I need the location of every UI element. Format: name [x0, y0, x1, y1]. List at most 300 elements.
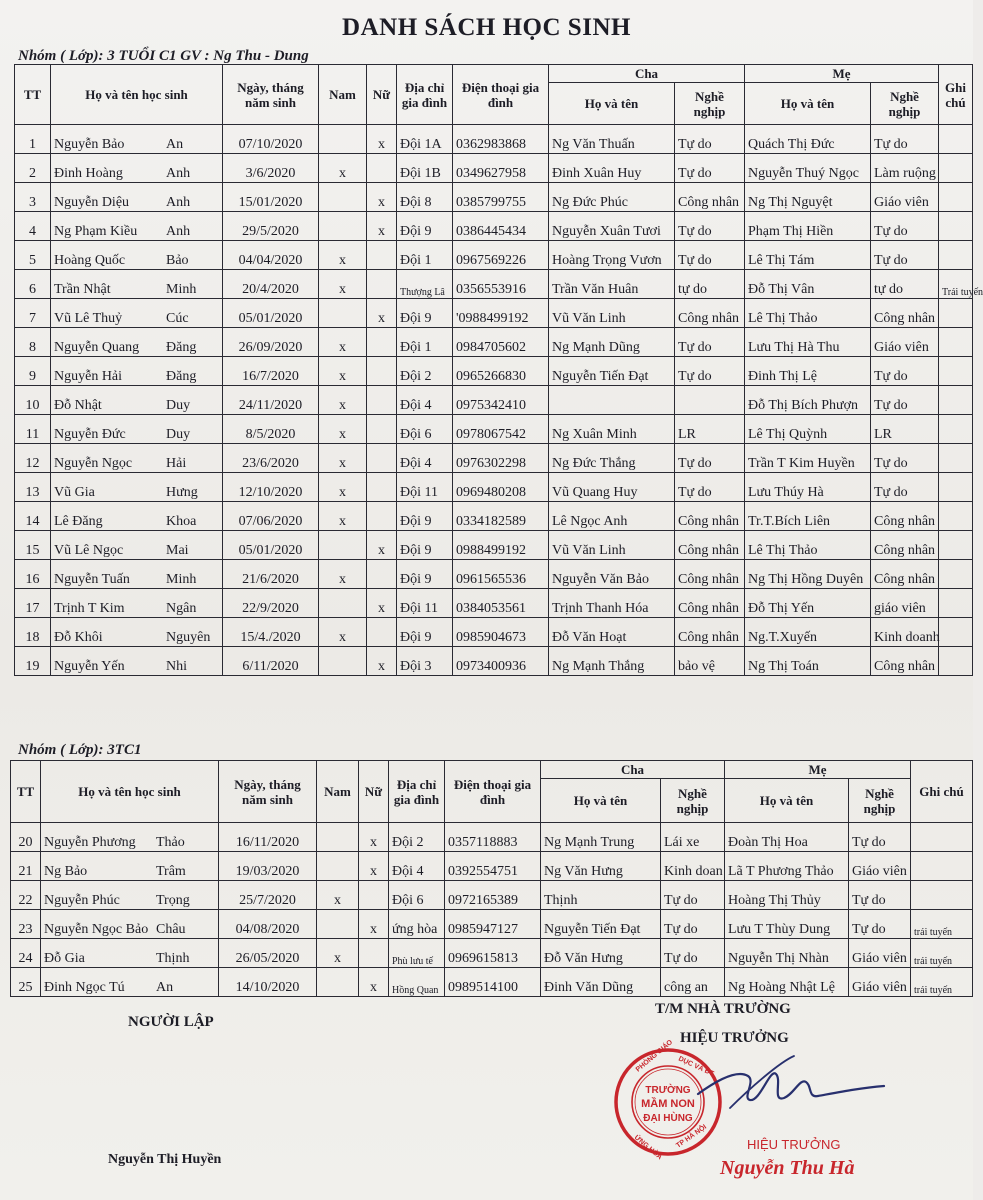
male-mark	[319, 125, 367, 154]
student-name	[51, 589, 223, 618]
table-row	[15, 328, 973, 357]
row-number: 11	[15, 415, 51, 444]
address: Đội 6	[389, 881, 445, 910]
birth-date: 3/6/2020	[223, 154, 319, 183]
phone: 0385799755	[453, 183, 549, 212]
student-given-name: Hải	[166, 456, 187, 471]
birth-date: 04/04/2020	[223, 241, 319, 270]
male-mark	[317, 968, 359, 997]
mother-job: Tự do	[871, 125, 939, 154]
table-row	[11, 881, 973, 910]
note	[911, 881, 973, 910]
female-mark: x	[367, 647, 397, 676]
principal-label: HIỆU TRƯỞNG	[680, 1030, 789, 1046]
svg-text:ỨNG HÒA: ỨNG HÒA	[632, 1134, 664, 1162]
father-job	[675, 386, 745, 415]
svg-text:TP HÀ NỘI: TP HÀ NỘI	[675, 1123, 709, 1150]
row-number: 20	[11, 823, 41, 852]
student-name	[51, 183, 223, 212]
group1-label: Nhóm ( Lớp): 3 TUỔI C1 GV : Ng Thu - Dung	[18, 48, 309, 64]
mother-job: Kinh doanh	[871, 618, 939, 647]
student-name	[51, 386, 223, 415]
father-name: Nguyễn Tiến Đạt	[541, 910, 661, 939]
female-mark: x	[359, 968, 389, 997]
header-male: Nam	[319, 65, 367, 125]
father-name: Ng Mạnh Dũng	[549, 328, 675, 357]
address: Đội 1	[397, 241, 453, 270]
student-given-name: Minh	[166, 572, 197, 587]
father-name: Lê Ngọc Anh	[549, 502, 675, 531]
male-mark: x	[319, 154, 367, 183]
student-first-name: Nguyễn Bảo	[54, 137, 125, 152]
address: Đội 9	[397, 299, 453, 328]
phone: 0973400936	[453, 647, 549, 676]
mother-name: Đoàn Thị Hoa	[725, 823, 849, 852]
mother-name: Hoàng Thị Thủy	[725, 881, 849, 910]
mother-job: Giáo viên	[849, 939, 911, 968]
row-number: 4	[15, 212, 51, 241]
row-number: 9	[15, 357, 51, 386]
father-job: bảo vệ	[675, 647, 745, 676]
student-name	[41, 823, 219, 852]
birth-date: 05/01/2020	[223, 299, 319, 328]
student-name	[51, 299, 223, 328]
birth-date: 19/03/2020	[219, 852, 317, 881]
svg-text:MẦM NON: MẦM NON	[641, 1098, 695, 1110]
address: Đội 11	[397, 473, 453, 502]
student-name	[51, 473, 223, 502]
phone: 0988499192	[453, 531, 549, 560]
table-row	[15, 560, 973, 589]
student-first-name: Nguyễn Yến	[54, 659, 125, 674]
mother-name: Quách Thị Đức	[745, 125, 871, 154]
row-number: 23	[11, 910, 41, 939]
mother-job: giáo viên	[871, 589, 939, 618]
mother-name: Lê Thị Tám	[745, 241, 871, 270]
mother-job: Tự do	[871, 357, 939, 386]
table-row	[15, 183, 973, 212]
mother-name: Ng Thị Toán	[745, 647, 871, 676]
student-given-name: Nguyên	[166, 630, 211, 645]
father-job: LR	[675, 415, 745, 444]
header-name: Họ và tên học sinh	[41, 761, 219, 823]
father-name: Thịnh	[541, 881, 661, 910]
note	[939, 241, 973, 270]
header-note: Ghi chú	[911, 761, 973, 823]
male-mark: x	[319, 357, 367, 386]
mother-name: Lê Thị Thảo	[745, 299, 871, 328]
table-row	[11, 910, 973, 939]
student-given-name: Minh	[166, 282, 197, 297]
father-job: Tự do	[675, 473, 745, 502]
header-tt: TT	[15, 65, 51, 125]
phone: 0965266830	[453, 357, 549, 386]
note	[939, 502, 973, 531]
table-row	[15, 241, 973, 270]
female-mark	[367, 386, 397, 415]
table-row	[15, 589, 973, 618]
row-number: 8	[15, 328, 51, 357]
female-mark: x	[367, 531, 397, 560]
mother-job: Tự do	[849, 823, 911, 852]
header-mother-job: Nghề nghịp	[849, 779, 911, 823]
student-first-name: Nguyễn Phương	[44, 835, 136, 850]
header-note: Ghi chú	[939, 65, 973, 125]
female-mark: x	[359, 910, 389, 939]
student-first-name: Hoàng Quốc	[54, 253, 126, 268]
birth-date: 04/08/2020	[219, 910, 317, 939]
mother-job: Công nhân	[871, 531, 939, 560]
table-row	[15, 647, 973, 676]
row-number: 24	[11, 939, 41, 968]
header-address: Địa chỉ gia đình	[389, 761, 445, 823]
birth-date: 12/10/2020	[223, 473, 319, 502]
row-number: 22	[11, 881, 41, 910]
student-first-name: Ng Bảo	[44, 864, 88, 879]
header-mother: Mẹ	[745, 65, 939, 83]
student-first-name: Vũ Lê Thuỷ	[54, 311, 123, 326]
student-given-name: Trâm	[156, 864, 186, 879]
female-mark	[359, 939, 389, 968]
male-mark	[319, 183, 367, 212]
school-label: T/M NHÀ TRƯỜNG	[655, 1001, 791, 1017]
address: Đội 1	[397, 328, 453, 357]
student-name	[51, 647, 223, 676]
header-dob: Ngày, tháng năm sinh	[223, 65, 319, 125]
father-name: Đỗ Văn Hưng	[541, 939, 661, 968]
father-job: Kinh doan	[661, 852, 725, 881]
mother-job: Tự do	[871, 212, 939, 241]
father-name: Nguyễn Tiến Đạt	[549, 357, 675, 386]
note	[939, 212, 973, 241]
male-mark: x	[319, 241, 367, 270]
father-job: Công nhân	[675, 502, 745, 531]
note: trái tuyến	[911, 910, 973, 939]
row-number: 2	[15, 154, 51, 183]
student-first-name: Lê Đăng	[54, 514, 103, 529]
female-mark	[367, 473, 397, 502]
svg-text:PHÒNG GIÁO: PHÒNG GIÁO	[634, 1038, 675, 1074]
header-female: Nữ	[367, 65, 397, 125]
row-number: 10	[15, 386, 51, 415]
female-mark: x	[359, 823, 389, 852]
birth-date: 26/09/2020	[223, 328, 319, 357]
row-number: 16	[15, 560, 51, 589]
row-number: 7	[15, 299, 51, 328]
address: Đội 8	[397, 183, 453, 212]
mother-name: Nguyễn Thị Nhàn	[725, 939, 849, 968]
note	[939, 415, 973, 444]
mother-name: Ng Hoàng Nhật Lệ	[725, 968, 849, 997]
address: Đội 3	[397, 647, 453, 676]
mother-job: Giáo viên	[849, 968, 911, 997]
student-name	[51, 154, 223, 183]
address: Đội 4	[389, 852, 445, 881]
note	[939, 560, 973, 589]
student-given-name: Hưng	[166, 485, 198, 500]
birth-date: 15/01/2020	[223, 183, 319, 212]
student-given-name: Duy	[166, 398, 191, 413]
female-mark: x	[359, 852, 389, 881]
row-number: 21	[11, 852, 41, 881]
note	[939, 618, 973, 647]
male-mark: x	[319, 502, 367, 531]
phone: 0384053561	[453, 589, 549, 618]
student-given-name: Duy	[166, 427, 191, 442]
header-male: Nam	[317, 761, 359, 823]
father-job: Công nhân	[675, 531, 745, 560]
student-first-name: Nguyễn Ngọc Bảo	[44, 922, 149, 937]
student-table-group1	[14, 64, 983, 676]
note	[939, 125, 973, 154]
table-row	[11, 823, 973, 852]
female-mark	[367, 618, 397, 647]
mother-name: Ng Thị Hồng Duyên	[745, 560, 871, 589]
student-given-name: Ngân	[166, 601, 197, 616]
student-given-name: Anh	[166, 224, 191, 239]
group1-rows	[15, 125, 983, 676]
father-name: Ng Văn Hưng	[541, 852, 661, 881]
father-name	[549, 386, 675, 415]
row-number: 13	[15, 473, 51, 502]
student-given-name: An	[166, 137, 184, 152]
table-row	[15, 502, 973, 531]
female-mark	[367, 357, 397, 386]
female-mark	[359, 881, 389, 910]
student-name	[41, 881, 219, 910]
student-first-name: Nguyễn Phúc	[44, 893, 120, 908]
student-first-name: Đinh Ngọc Tú	[44, 980, 125, 995]
student-name	[51, 270, 223, 299]
phone: 0334182589	[453, 502, 549, 531]
student-first-name: Nguyễn Diệu	[54, 195, 130, 210]
address: Phù lưu tế	[389, 939, 445, 968]
female-mark: x	[367, 212, 397, 241]
father-job: Tự do	[675, 154, 745, 183]
birth-date: 24/11/2020	[223, 386, 319, 415]
female-mark: x	[367, 299, 397, 328]
mother-name: Lưu Thúy Hà	[745, 473, 871, 502]
student-first-name: Đỗ Gia	[44, 951, 85, 966]
student-first-name: Ng Phạm Kiều	[54, 224, 138, 239]
mother-name: Phạm Thị Hiền	[745, 212, 871, 241]
student-name	[41, 852, 219, 881]
father-name: Nguyễn Văn Bảo	[549, 560, 675, 589]
student-name	[41, 910, 219, 939]
student-name	[51, 618, 223, 647]
student-first-name: Trịnh T Kim	[54, 601, 125, 616]
svg-text:DỤC VÀ ĐT: DỤC VÀ ĐT	[677, 1055, 715, 1078]
birth-date: 16/7/2020	[223, 357, 319, 386]
student-name	[51, 531, 223, 560]
table-row	[15, 531, 973, 560]
student-first-name: Nguyễn Ngọc	[54, 456, 133, 471]
phone: 0349627958	[453, 154, 549, 183]
mother-name: Đinh Thị Lệ	[745, 357, 871, 386]
header-mother-name: Họ và tên	[725, 779, 849, 823]
mother-job: tự do	[871, 270, 939, 299]
note	[939, 444, 973, 473]
male-mark: x	[319, 473, 367, 502]
birth-date: 16/11/2020	[219, 823, 317, 852]
header-mother: Mẹ	[725, 761, 911, 779]
mother-job: Công nhân	[871, 647, 939, 676]
father-job: Tự do	[661, 881, 725, 910]
address: Đội 2	[389, 823, 445, 852]
birth-date: 22/9/2020	[223, 589, 319, 618]
mother-job: Làm ruộng	[871, 154, 939, 183]
female-mark	[367, 154, 397, 183]
phone: 0967569226	[453, 241, 549, 270]
address: Đội 4	[397, 444, 453, 473]
female-mark	[367, 502, 397, 531]
mother-name: Đỗ Thị Yến	[745, 589, 871, 618]
header-father: Cha	[549, 65, 745, 83]
creator-name: Nguyễn Thị Huyền	[108, 1152, 222, 1167]
header-tt: TT	[11, 761, 41, 823]
table-row	[15, 357, 973, 386]
student-table-group2	[10, 760, 973, 997]
header-father-name: Họ và tên	[549, 83, 675, 125]
student-name	[51, 125, 223, 154]
phone: 0976302298	[453, 444, 549, 473]
note	[939, 183, 973, 212]
mother-name: Lưu T Thùy Dung	[725, 910, 849, 939]
student-name	[51, 212, 223, 241]
note	[911, 823, 973, 852]
row-number: 17	[15, 589, 51, 618]
student-name	[41, 939, 219, 968]
student-given-name: An	[156, 980, 174, 995]
father-name: Ng Mạnh Thắng	[549, 647, 675, 676]
father-name: Ng Văn Thuấn	[549, 125, 675, 154]
header-phone: Điện thoại gia đình	[453, 65, 549, 125]
mother-job: Tự do	[871, 444, 939, 473]
student-first-name: Vũ Lê Ngọc	[54, 543, 124, 558]
birth-date: 25/7/2020	[219, 881, 317, 910]
mother-job: Công nhân	[871, 560, 939, 589]
row-number: 25	[11, 968, 41, 997]
note	[939, 386, 973, 415]
father-job: Công nhân	[675, 183, 745, 212]
male-mark	[319, 589, 367, 618]
row-number: 18	[15, 618, 51, 647]
note	[939, 589, 973, 618]
header-female: Nữ	[359, 761, 389, 823]
student-first-name: Nguyễn Tuấn	[54, 572, 130, 587]
mother-name: Nguyễn Thuý Ngọc	[745, 154, 871, 183]
father-name: Trần Văn Huân	[549, 270, 675, 299]
address: Đội 9	[397, 531, 453, 560]
student-first-name: Nguyễn Đức	[54, 427, 126, 442]
row-number: 5	[15, 241, 51, 270]
father-job: Tự do	[675, 212, 745, 241]
male-mark: x	[319, 328, 367, 357]
female-mark	[367, 415, 397, 444]
mother-job: Công nhân	[871, 299, 939, 328]
student-given-name: Bảo	[166, 253, 189, 268]
table-row	[15, 212, 973, 241]
row-number: 12	[15, 444, 51, 473]
female-mark	[367, 328, 397, 357]
phone: 0972165389	[445, 881, 541, 910]
note	[939, 299, 973, 328]
note: trái tuyến	[911, 939, 973, 968]
phone: 0984705602	[453, 328, 549, 357]
mother-job: Tự do	[871, 473, 939, 502]
note	[939, 328, 973, 357]
mother-name: Lê Thị Thảo	[745, 531, 871, 560]
father-job: Lái xe	[661, 823, 725, 852]
phone: 0357118883	[445, 823, 541, 852]
mother-job: Giáo viên	[849, 852, 911, 881]
phone: 0969480208	[453, 473, 549, 502]
note	[939, 473, 973, 502]
student-given-name: Thịnh	[156, 951, 190, 966]
table-row	[15, 154, 973, 183]
row-number: 3	[15, 183, 51, 212]
table-row	[15, 473, 973, 502]
male-mark	[319, 212, 367, 241]
female-mark	[367, 560, 397, 589]
birth-date: 07/10/2020	[223, 125, 319, 154]
mother-name: Ng Thị Nguyệt	[745, 183, 871, 212]
father-job: Công nhân	[675, 618, 745, 647]
father-name: Ng Xuân Minh	[549, 415, 675, 444]
phone: 0392554751	[445, 852, 541, 881]
mother-job: Giáo viên	[871, 328, 939, 357]
phone: 0989514100	[445, 968, 541, 997]
father-name: Hoàng Trọng Vươn	[549, 241, 675, 270]
mother-name: Lê Thị Quỳnh	[745, 415, 871, 444]
principal-signature	[690, 1048, 890, 1118]
student-given-name: Anh	[166, 195, 191, 210]
note	[939, 531, 973, 560]
address: Đội 2	[397, 357, 453, 386]
student-given-name: Anh	[166, 166, 191, 181]
male-mark: x	[319, 415, 367, 444]
mother-name: Lã T Phương Thảo	[725, 852, 849, 881]
father-job: Tự do	[675, 444, 745, 473]
student-name	[51, 415, 223, 444]
female-mark: x	[367, 589, 397, 618]
header-mother-name: Họ và tên	[745, 83, 871, 125]
address: Đội 9	[397, 212, 453, 241]
note	[939, 357, 973, 386]
phone: 0975342410	[453, 386, 549, 415]
student-first-name: Đỗ Nhật	[54, 398, 102, 413]
birth-date: 23/6/2020	[223, 444, 319, 473]
header-father: Cha	[541, 761, 725, 779]
mother-job: Tự do	[849, 910, 911, 939]
mother-job: Tự do	[871, 386, 939, 415]
row-number: 15	[15, 531, 51, 560]
father-job: Tự do	[675, 241, 745, 270]
table-row	[15, 618, 973, 647]
father-name: Ng Đức Phúc	[549, 183, 675, 212]
father-job: Công nhân	[675, 560, 745, 589]
male-mark: x	[317, 939, 359, 968]
father-name: Đỗ Văn Hoạt	[549, 618, 675, 647]
father-job: Tự do	[661, 910, 725, 939]
male-mark: x	[319, 618, 367, 647]
phone: 0969615813	[445, 939, 541, 968]
mother-job: LR	[871, 415, 939, 444]
header-father-name: Họ và tên	[541, 779, 661, 823]
mother-name: Ng.T.Xuyến	[745, 618, 871, 647]
table-row	[15, 299, 973, 328]
mother-job: Tự do	[849, 881, 911, 910]
